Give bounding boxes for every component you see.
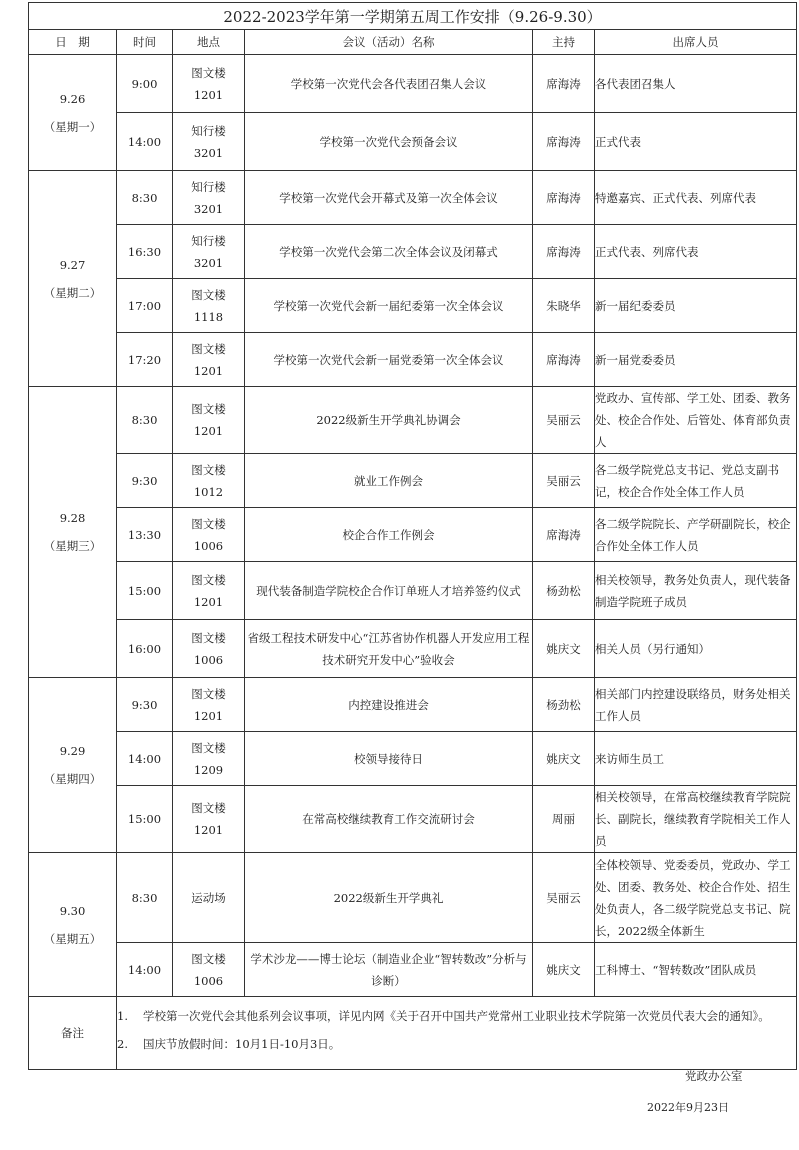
event-attendees: 正式代表、列席代表 xyxy=(595,225,797,279)
event-location: 图文楼 1201 xyxy=(173,786,245,853)
day-weekday: （星期四） xyxy=(43,772,102,786)
remarks-label: 备注 xyxy=(29,997,117,1070)
event-name: 现代装备制造学院校企合作订单班人才培养签约仪式 xyxy=(245,562,533,620)
event-location: 图文楼 1006 xyxy=(173,620,245,678)
event-name: 2022级新生开学典礼 xyxy=(245,853,533,943)
event-time: 17:00 xyxy=(117,279,173,333)
remark-item xyxy=(117,1033,796,1055)
event-host: 吴丽云 xyxy=(533,454,595,508)
event-location: 知行楼 3201 xyxy=(173,171,245,225)
event-host: 姚庆文 xyxy=(533,732,595,786)
event-host: 杨劲松 xyxy=(533,562,595,620)
issuing-office: 党政办公室 xyxy=(685,1069,743,1083)
event-name: 学校第一次党代会开幕式及第一次全体会议 xyxy=(245,171,533,225)
header-location: 地点 xyxy=(173,30,245,55)
event-host: 姚庆文 xyxy=(533,943,595,997)
event-attendees: 各二级学院院长、产学研副院长，校企合作处全体工作人员 xyxy=(595,508,797,562)
event-time: 9:30 xyxy=(117,678,173,732)
event-attendees: 党政办、宣传部、学工处、团委、教务处、校企合作处、后管处、体育部负责人 xyxy=(595,387,797,454)
event-name: 学校第一次党代会各代表团召集人会议 xyxy=(245,55,533,113)
event-name: 在常高校继续教育工作交流研讨会 xyxy=(245,786,533,853)
table-row xyxy=(29,508,797,562)
event-time: 8:30 xyxy=(117,853,173,943)
event-host: 席海涛 xyxy=(533,333,595,387)
event-location: 图文楼 1209 xyxy=(173,732,245,786)
page-title: 2022-2023学年第一学期第五周工作安排（9.26-9.30） xyxy=(29,3,797,30)
event-name: 学校第一次党代会第二次全体会议及闭幕式 xyxy=(245,225,533,279)
event-attendees: 相关校领导，在常高校继续教育学院院长、副院长，继续教育学院相关工作人员 xyxy=(595,786,797,853)
day-weekday: （星期五） xyxy=(43,931,102,946)
table-row xyxy=(29,678,797,732)
table-row xyxy=(29,454,797,508)
header-attendees: 出席人员 xyxy=(595,30,797,55)
event-host: 席海涛 xyxy=(533,508,595,562)
remarks-row xyxy=(29,997,797,1070)
day-date: 9.30 xyxy=(59,903,86,918)
event-location: 知行楼 3201 xyxy=(173,113,245,171)
event-location: 图文楼 1006 xyxy=(173,508,245,562)
table-row xyxy=(29,55,797,113)
event-time: 13:30 xyxy=(117,508,173,562)
event-time: 14:00 xyxy=(117,732,173,786)
event-name: 学术沙龙——博士论坛（制造业企业“智转数改”分析与诊断） xyxy=(245,943,533,997)
event-time: 8:30 xyxy=(117,387,173,454)
event-host: 周丽 xyxy=(533,786,595,853)
event-host: 吴丽云 xyxy=(533,387,595,454)
remark-number: 1. xyxy=(117,1009,128,1023)
event-location: 图文楼 1201 xyxy=(173,333,245,387)
event-attendees: 正式代表 xyxy=(595,113,797,171)
event-attendees: 特邀嘉宾、正式代表、列席代表 xyxy=(595,171,797,225)
remarks-content xyxy=(117,997,797,1070)
table-row xyxy=(29,943,797,997)
event-time: 14:00 xyxy=(117,113,173,171)
event-time: 15:00 xyxy=(117,562,173,620)
event-host: 席海涛 xyxy=(533,113,595,171)
event-attendees: 工科博士、“智转数改”团队成员 xyxy=(595,943,797,997)
header-host: 主持 xyxy=(533,30,595,55)
remark-number: 2. xyxy=(117,1037,128,1051)
event-attendees: 来访师生员工 xyxy=(595,732,797,786)
day-date: 9.27 xyxy=(59,257,86,272)
table-row xyxy=(29,853,797,943)
event-attendees: 全体校领导、党委委员，党政办、学工处、团委、教务处、校企合作处、招生处负责人，各二级学院党总支书记、院长，2022级全体新生 xyxy=(595,853,797,943)
event-host: 吴丽云 xyxy=(533,853,595,943)
day-cell xyxy=(29,678,117,853)
event-attendees: 各二级学院党总支书记、党总支副书记，校企合作处全体工作人员 xyxy=(595,454,797,508)
table-row xyxy=(29,786,797,853)
event-time: 16:00 xyxy=(117,620,173,678)
event-attendees: 相关人员（另行通知） xyxy=(595,620,797,678)
event-attendees: 新一届纪委委员 xyxy=(595,279,797,333)
day-weekday: （星期一） xyxy=(43,119,102,134)
event-name: 2022级新生开学典礼协调会 xyxy=(245,387,533,454)
event-host: 姚庆文 xyxy=(533,620,595,678)
day-cell xyxy=(29,853,117,997)
event-name: 学校第一次党代会新一届纪委第一次全体会议 xyxy=(245,279,533,333)
event-time: 8:30 xyxy=(117,171,173,225)
schedule-table xyxy=(28,2,797,1070)
remark-text: 国庆节放假时间：10月1日-10月3日。 xyxy=(143,1037,341,1051)
event-location: 图文楼 1201 xyxy=(173,562,245,620)
header-meeting: 会议（活动）名称 xyxy=(245,30,533,55)
event-host: 杨劲松 xyxy=(533,678,595,732)
event-attendees: 各代表团召集人 xyxy=(595,55,797,113)
day-date: 9.29 xyxy=(59,744,86,758)
table-row xyxy=(29,171,797,225)
event-attendees: 新一届党委委员 xyxy=(595,333,797,387)
event-host: 席海涛 xyxy=(533,171,595,225)
header-date: 日 期 xyxy=(29,30,117,55)
event-attendees: 相关部门内控建设联络员，财务处相关工作人员 xyxy=(595,678,797,732)
event-name: 学校第一次党代会新一届党委第一次全体会议 xyxy=(245,333,533,387)
table-row xyxy=(29,732,797,786)
event-location: 知行楼 3201 xyxy=(173,225,245,279)
table-row xyxy=(29,333,797,387)
day-date: 9.28 xyxy=(59,511,86,525)
header-row xyxy=(29,30,797,55)
event-location: 图文楼 1201 xyxy=(173,678,245,732)
event-host: 席海涛 xyxy=(533,55,595,113)
event-time: 15:00 xyxy=(117,786,173,853)
day-cell xyxy=(29,55,117,171)
table-row xyxy=(29,279,797,333)
day-cell xyxy=(29,171,117,387)
table-row xyxy=(29,113,797,171)
event-time: 17:20 xyxy=(117,333,173,387)
day-date: 9.26 xyxy=(59,91,86,106)
event-name: 校领导接待日 xyxy=(245,732,533,786)
event-location: 图文楼 1201 xyxy=(173,387,245,454)
table-row xyxy=(29,620,797,678)
event-location: 图文楼 1201 xyxy=(173,55,245,113)
table-row xyxy=(29,225,797,279)
day-weekday: （星期三） xyxy=(43,539,102,553)
event-location: 运动场 xyxy=(173,853,245,943)
remark-item xyxy=(117,1005,796,1027)
event-time: 14:00 xyxy=(117,943,173,997)
schedule-body xyxy=(29,55,797,997)
event-time: 16:30 xyxy=(117,225,173,279)
event-name: 校企合作工作例会 xyxy=(245,508,533,562)
event-time: 9:00 xyxy=(117,55,173,113)
event-name: 省级工程技术研发中心“江苏省协作机器人开发应用工程技术研究开发中心”验收会 xyxy=(245,620,533,678)
event-name: 学校第一次党代会预备会议 xyxy=(245,113,533,171)
event-name: 内控建设推进会 xyxy=(245,678,533,732)
day-weekday: （星期二） xyxy=(43,285,102,300)
issue-date: 2022年9月23日 xyxy=(647,1101,729,1114)
event-name: 就业工作例会 xyxy=(245,454,533,508)
header-time: 时间 xyxy=(117,30,173,55)
day-cell xyxy=(29,387,117,678)
event-location: 图文楼 1006 xyxy=(173,943,245,997)
event-time: 9:30 xyxy=(117,454,173,508)
table-row xyxy=(29,387,797,454)
event-location: 图文楼 1012 xyxy=(173,454,245,508)
event-location: 图文楼 1118 xyxy=(173,279,245,333)
table-row xyxy=(29,562,797,620)
event-host: 朱晓华 xyxy=(533,279,595,333)
event-attendees: 相关校领导，教务处负责人，现代装备制造学院班子成员 xyxy=(595,562,797,620)
event-host: 席海涛 xyxy=(533,225,595,279)
remark-text: 学校第一次党代会其他系列会议事项，详见内网《关于召开中国共产党常州工业职业技术学院第一次党员代表大会的通知》。 xyxy=(143,1009,770,1023)
